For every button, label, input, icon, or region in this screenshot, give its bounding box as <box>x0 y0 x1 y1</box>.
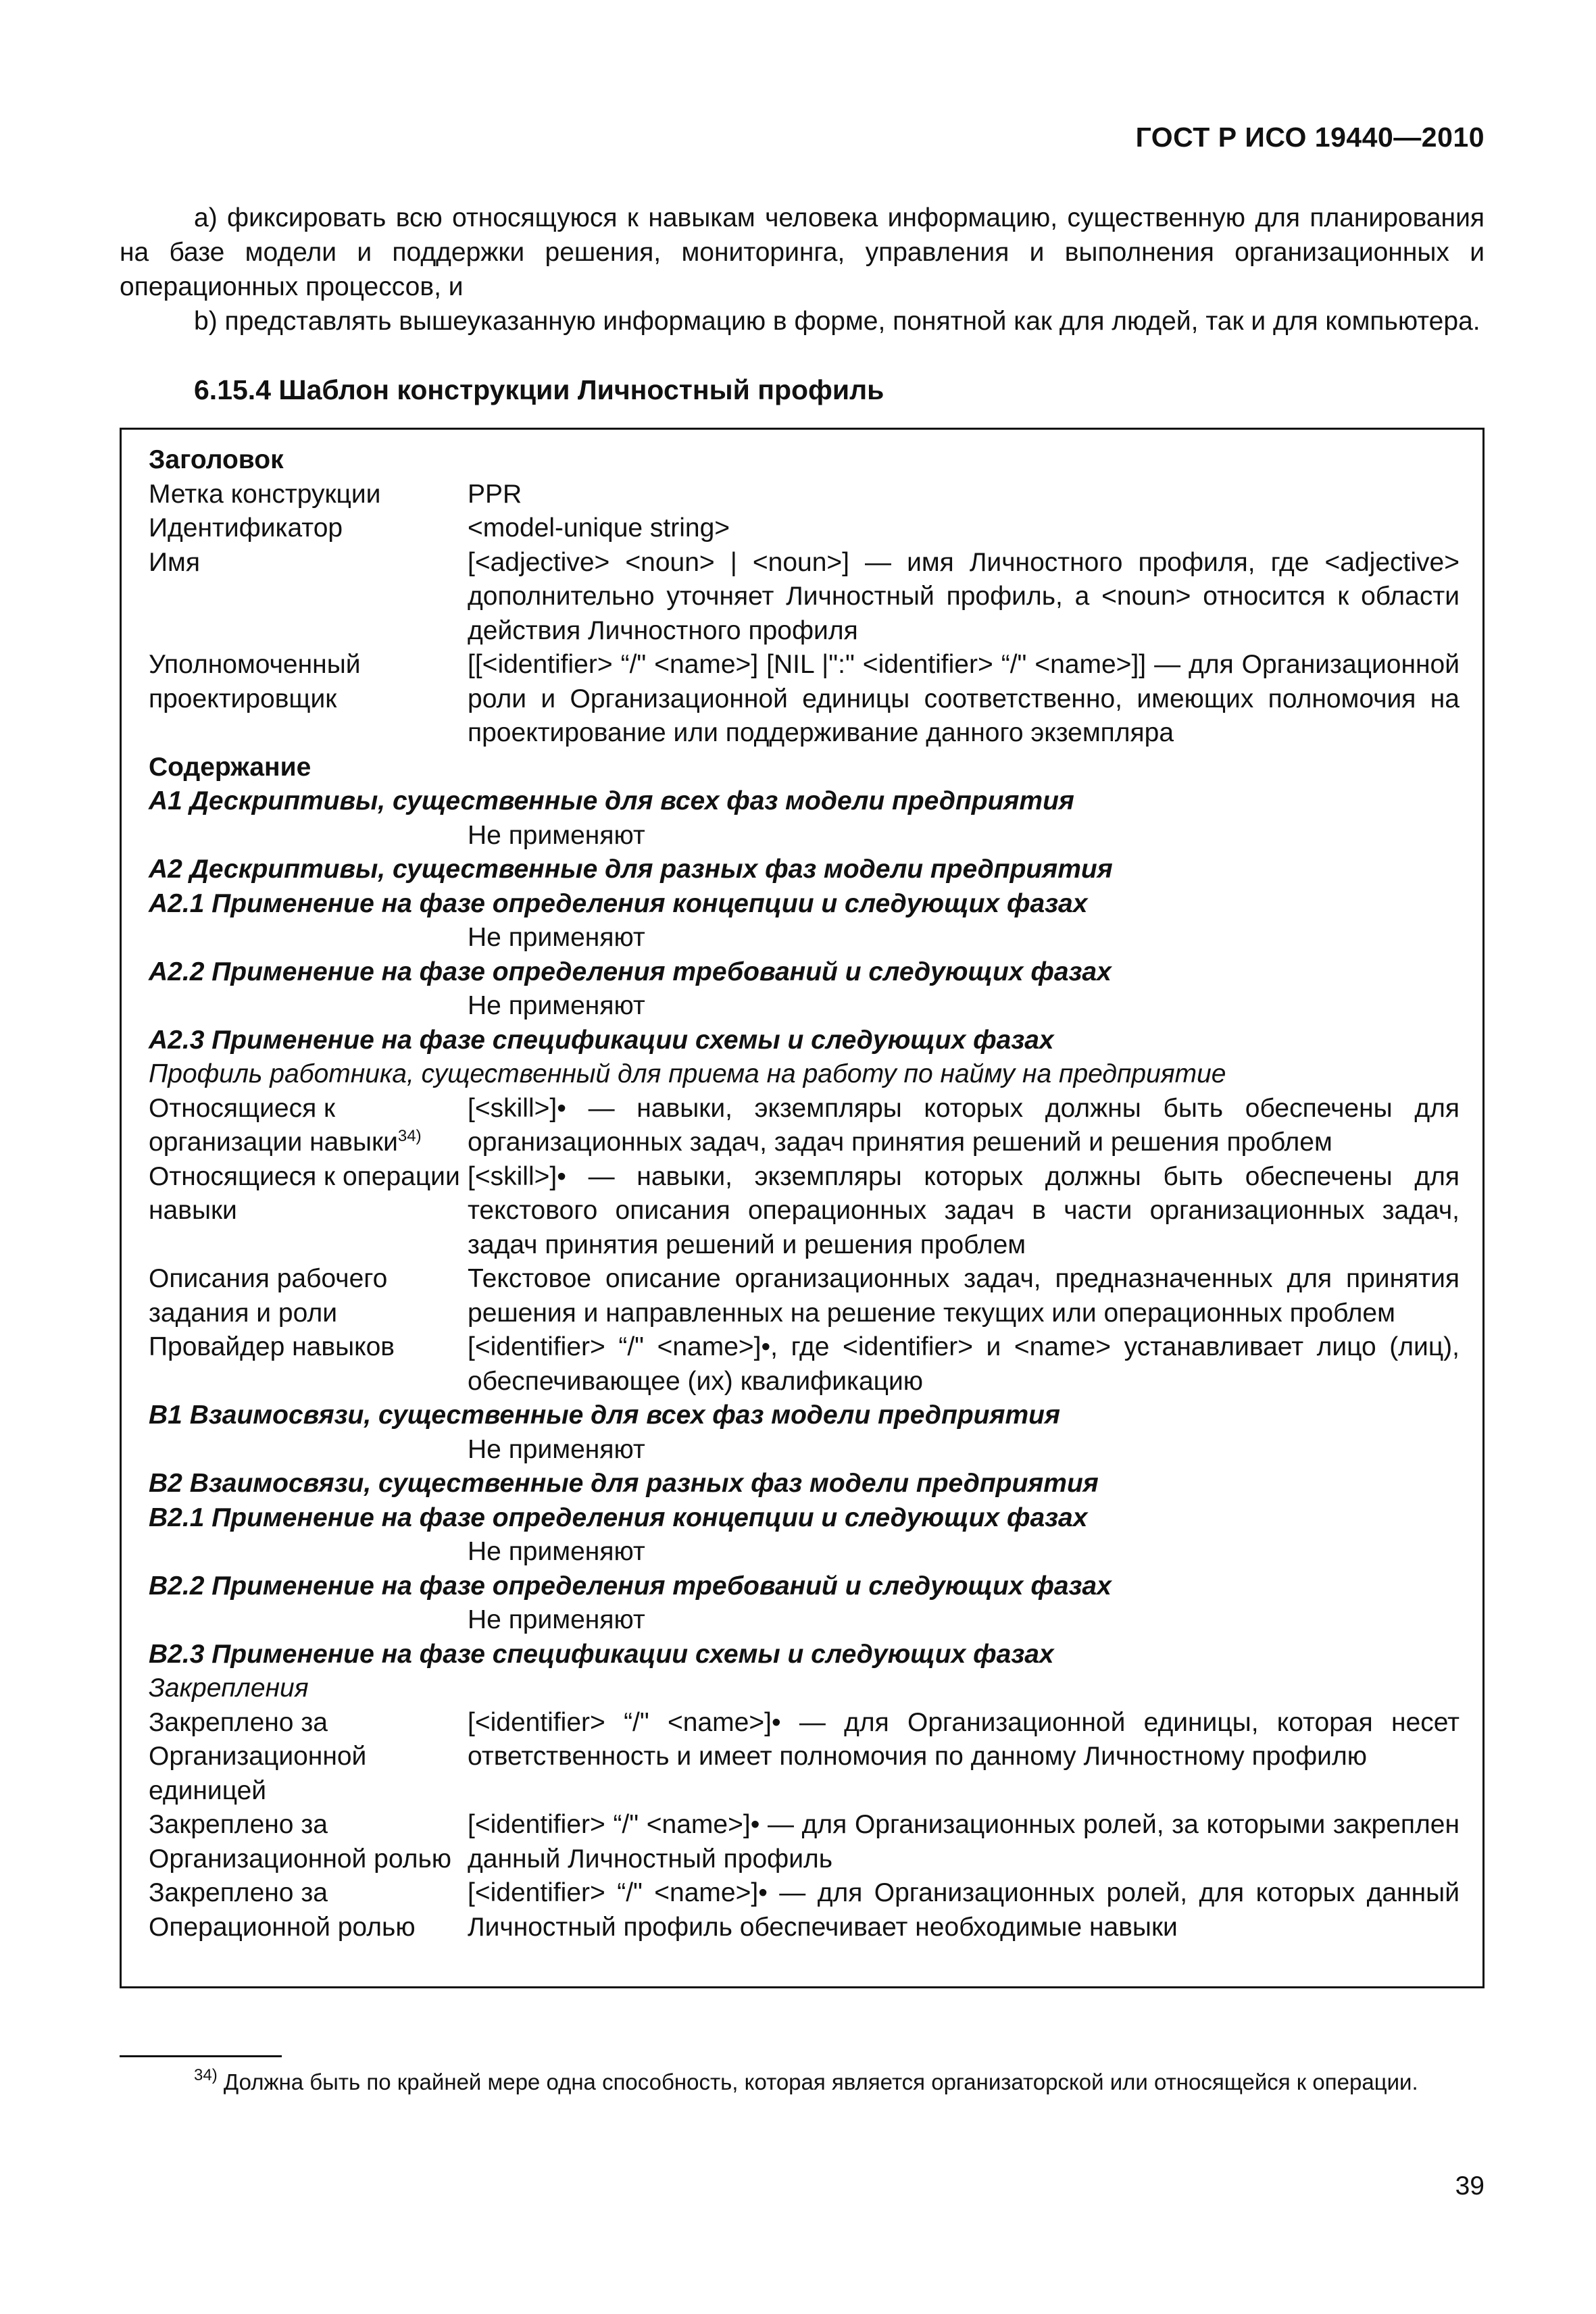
row-label <box>149 1092 468 1160</box>
intro-paragraph-b: b) представлять вышеуказанную информацию в форме, понятной как для людей, так и для компьютера. <box>194 307 1480 336</box>
worker-profile-caption: Профиль работника, существенный для приема на работу по найму на предприятие <box>149 1059 1226 1088</box>
row-value: <model-unique string> <box>468 513 730 543</box>
footnote <box>120 2066 1485 2098</box>
heading-content: Содержание <box>149 752 311 782</box>
row-job-description <box>149 1262 1460 1330</box>
not-applied-text: Не применяют <box>468 923 645 952</box>
row-label: Имя <box>149 547 200 577</box>
row-value: [<identifier> “/" <name>]• — для Организационных ролей, для которых данный Личностный профиль обеспечивает необходимые навыки <box>468 1878 1460 1942</box>
row-org-skills <box>149 1092 1460 1160</box>
footnote-divider <box>120 2055 282 2057</box>
subheading-a2-3: A2.3 Применение на фазе спецификации схемы и следующих фазах <box>149 1025 1054 1055</box>
footnote-marker: 34) <box>194 2066 218 2084</box>
intro-text <box>120 201 1485 338</box>
section-title: 6.15.4 Шаблон конструкции Личностный профиль <box>194 374 884 405</box>
not-applied-text: Не применяют <box>468 1605 645 1634</box>
assignments-caption: Закрепления <box>149 1674 309 1703</box>
row-designer <box>149 648 1460 751</box>
row-value: [<identifier> “/" <name>]• — для Организационной единицы, которая несет ответственность и имеет полномочия по данному Личностному профилю <box>468 1707 1460 1771</box>
subheading-b2: B2 Взаимосвязи, существенные для разных фаз модели предприятия <box>149 1469 1099 1498</box>
document-header: ГОСТ Р ИСО 19440—2010 <box>1135 122 1485 153</box>
row-label: Закреплено за Операционной ролью <box>149 1878 416 1942</box>
footnote-paragraph <box>120 2066 1485 2098</box>
row-construct-label <box>149 478 1460 512</box>
subheading-b2-1: B2.1 Применение на фазе определения концепции и следующих фазах <box>149 1503 1088 1532</box>
row-label: Закреплено за Организационной ролью <box>149 1810 452 1873</box>
row-assigned-op-role <box>149 1876 1460 1944</box>
row-value: [<identifier> “/" <name>]• — для Организационных ролей, за которыми закреплен данный Личностный профиль <box>468 1810 1460 1873</box>
row-op-skills <box>149 1160 1460 1263</box>
template-frame <box>120 428 1485 1988</box>
subheading-a2-2: A2.2 Применение на фазе определения требований и следующих фазах <box>149 957 1112 986</box>
row-identifier <box>149 511 1460 546</box>
not-applied-text: Не применяют <box>468 1537 645 1566</box>
row-value: Текстовое описание организационных задач, предназначенных для принятия решения и направленных на решение текущих или операционных проблем <box>468 1264 1460 1328</box>
subheading-a2-1: A2.1 Применение на фазе определения концепции и следующих фазах <box>149 888 1088 918</box>
subheading-a1: A1 Дескриптивы, существенные для всех фаз модели предприятия <box>149 786 1074 815</box>
heading-zagolovok: Заголовок <box>149 445 284 474</box>
row-label: Относящиеся к операции навыки <box>149 1161 460 1225</box>
footnote-ref: 34) <box>397 1127 422 1145</box>
row-skill-provider <box>149 1330 1460 1399</box>
subheading-b1: B1 Взаимосвязи, существенные для всех фаз модели предприятия <box>149 1401 1060 1430</box>
row-label: Метка конструкции <box>149 479 381 509</box>
not-applied-text: Не применяют <box>468 820 645 850</box>
row-label-text: Относящиеся к организации навыки <box>149 1093 398 1157</box>
row-value: [<adjective> <noun> | <noun>] — имя Личностного профиля, где <adjective> дополнительно уточняет Личностный профиль, а <noun> относится к области действия Личностного профиля <box>468 547 1460 645</box>
page-number: 39 <box>1455 2171 1485 2200</box>
subheading-b2-2: B2.2 Применение на фазе определения требований и следующих фазах <box>149 1571 1112 1601</box>
not-applied-text: Не применяют <box>468 991 645 1020</box>
intro-paragraph-a: a) фиксировать всю относящуюся к навыкам человека информацию, существенную для планирования на базе модели и поддержки решения, мониторинга, управления и выполнения организационных и операционных процессов, и <box>120 203 1485 301</box>
row-assigned-role <box>149 1808 1460 1876</box>
row-label: Уполномоченный проектировщик <box>149 650 361 713</box>
row-label: Идентификатор <box>149 513 343 543</box>
footnote-text: Должна быть по крайней мере одна способность, которая является организаторской или относящейся к операции. <box>217 2069 1418 2094</box>
row-value: PPR <box>468 479 522 509</box>
row-value: [<skill>]• — навыки, экземпляры которых должны быть обеспечены для текстового описания операционных задач в части организационных задач, задач принятия решений и решения проблем <box>468 1161 1460 1259</box>
subheading-b2-3: B2.3 Применение на фазе спецификации схемы и следующих фазах <box>149 1639 1054 1669</box>
row-name <box>149 546 1460 649</box>
row-value: [<skill>]• — навыки, экземпляры которых должны быть обеспечены для организационных задач, задач принятия решений и решения проблем <box>468 1093 1460 1157</box>
row-label: Закреплено за Организационной единицей <box>149 1707 367 1805</box>
template-body <box>149 443 1460 1944</box>
row-value: [[<identifier> “/" <name>] [NIL |":" <identifier> “/" <name>]] — для Организационной роли и Организационной единицы соответственно, имеющих полномочия на проектирование или поддерживание данного экземпляра <box>468 650 1460 747</box>
row-value: [<identifier> “/" <name>]•, где <identifier> и <name> устанавливает лицо (лиц), обеспечивающее (их) квалификацию <box>468 1332 1460 1396</box>
row-assigned-unit <box>149 1706 1460 1809</box>
subheading-a2: A2 Дескриптивы, существенные для разных фаз модели предприятия <box>149 855 1113 884</box>
row-label: Описания рабочего задания и роли <box>149 1264 388 1328</box>
not-applied-text: Не применяют <box>468 1434 645 1464</box>
row-label: Провайдер навыков <box>149 1332 395 1361</box>
